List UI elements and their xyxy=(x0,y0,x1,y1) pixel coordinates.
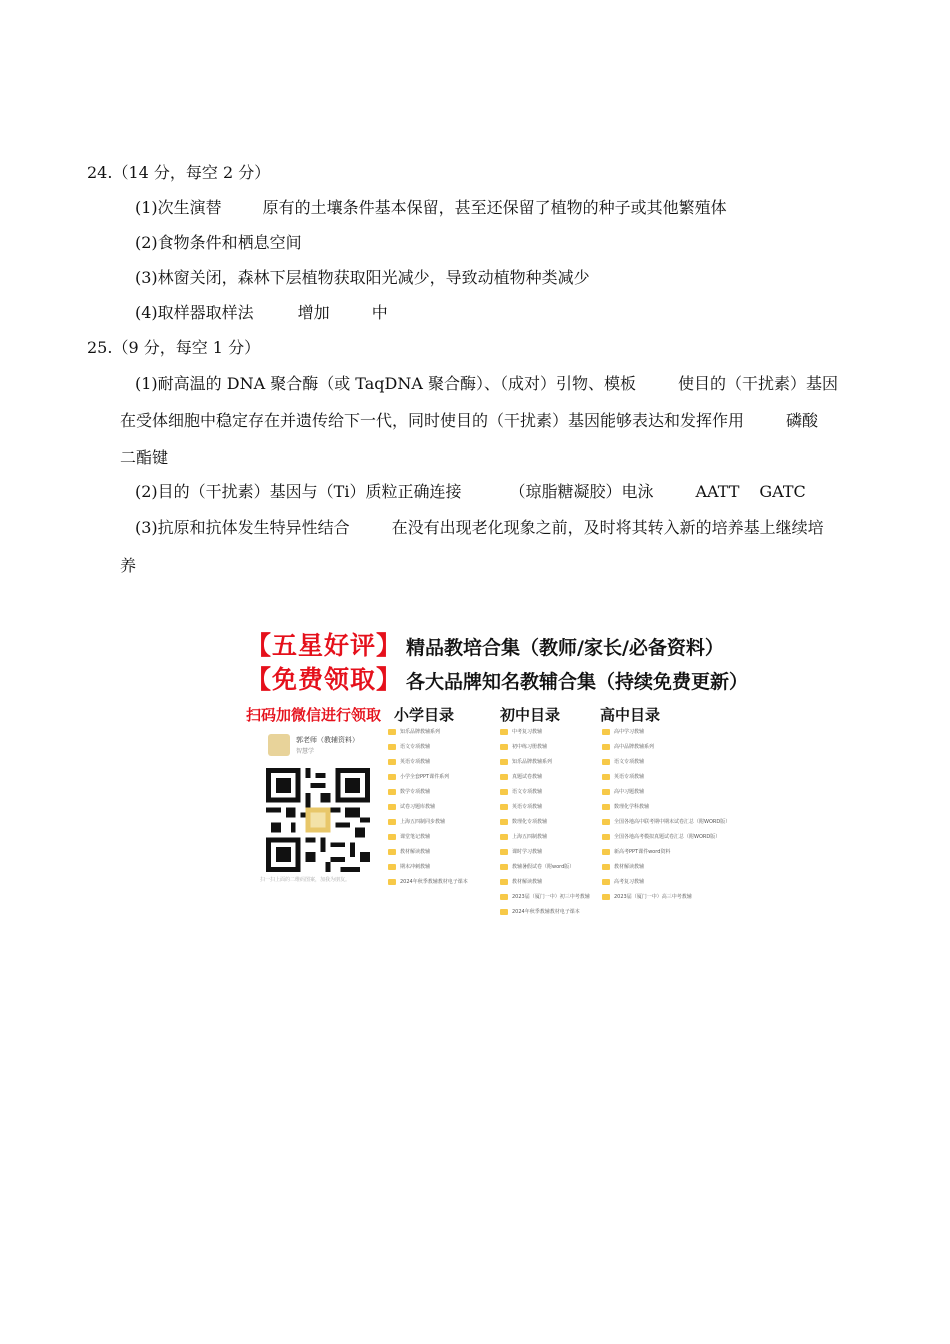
folder-icon xyxy=(388,744,396,750)
folder-label: 教材解读教辅 xyxy=(614,864,645,870)
q25-header: 25.（9 分，每空 1 分） xyxy=(87,338,261,357)
folder-label: 数理化专项教辅 xyxy=(512,819,548,825)
folder-icon xyxy=(500,879,508,885)
folder-label: 初中练习册教辅 xyxy=(512,744,548,750)
folder-label: 课时学习教辅 xyxy=(512,849,543,855)
promo-col-primary: 小学目录 xyxy=(394,706,455,724)
folder-icon xyxy=(500,729,508,735)
wechat-card xyxy=(260,730,378,883)
folder-label: 2023届（厦门一中）初三中考教辅 xyxy=(512,894,590,900)
q25-a1-part-d: 磷酸 xyxy=(786,411,819,430)
q24-a4-label: (4)取样器取样法 xyxy=(135,303,254,322)
q25-a1-part-a: (1)耐高温的 DNA 聚合酶（或 TaqDNA 聚合酶）、（成对）引物、模板 xyxy=(135,374,636,393)
folder-icon xyxy=(388,789,396,795)
folder-icon xyxy=(602,834,610,840)
q24-answer-3: (3)林窗关闭，森林下层植物获取阳光减少，导致动植物种类减少 xyxy=(135,268,590,287)
folder-icon xyxy=(500,789,508,795)
folder-icon xyxy=(388,774,396,780)
folder-label: 小学全套PPT课件系列 xyxy=(400,774,450,780)
folder-label: 语文专项教辅 xyxy=(400,744,431,750)
q25-a2-part-c: AATT xyxy=(695,482,740,501)
folder-icon xyxy=(602,759,610,765)
folder-icon xyxy=(500,819,508,825)
q24-a1-text: 原有的土壤条件基本保留，甚至还保留了植物的种子或其他繁殖体 xyxy=(262,198,727,217)
q25-a3-part-a: (3)抗原和抗体发生特异性结合 xyxy=(135,518,350,537)
promo-row-1 xyxy=(246,626,724,660)
folder-icon xyxy=(388,879,396,885)
folder-icon xyxy=(602,819,610,825)
folder-icon xyxy=(602,744,610,750)
qr-code-icon[interactable] xyxy=(266,768,370,872)
folder-label: 高中品牌教辅系列 xyxy=(614,744,655,750)
folder-icon xyxy=(602,804,610,810)
folder-label: 期末冲刺教辅 xyxy=(400,864,431,870)
promo-row1-black: 精品教培合集（教师/家长/必备资料） xyxy=(406,637,724,659)
q24-a4-b: 增加 xyxy=(297,303,330,322)
folder-label: 上海五四制同步教辅 xyxy=(400,819,446,825)
folder-label: 新高考PPT课件word资料 xyxy=(614,849,671,855)
folder-icon xyxy=(388,819,396,825)
folder-icon xyxy=(602,864,610,870)
folder-label: 数理化学科教辅 xyxy=(614,804,650,810)
q24-a4-c: 中 xyxy=(371,303,388,322)
q25-answer-2 xyxy=(135,482,806,502)
folder-label: 英语专项教辅 xyxy=(614,774,645,780)
folder-icon xyxy=(388,834,396,840)
folder-label: 英语专项教辅 xyxy=(512,804,543,810)
q25-answer-3-line-1 xyxy=(135,518,824,538)
folder-label: 知乐品牌教辅系列 xyxy=(400,729,441,735)
folder-label: 真题试卷教辅 xyxy=(512,774,543,780)
promo-col-high: 高中目录 xyxy=(600,706,661,724)
folder-icon xyxy=(500,864,508,870)
promo-row2-red: 【免费领取】 xyxy=(246,665,403,694)
folder-label: 2024年秋季教辅教材电子课本 xyxy=(512,909,580,915)
folder-label: 2024年秋季教辅教材电子课本 xyxy=(400,879,468,885)
folder-label: 英语专项教辅 xyxy=(400,759,431,765)
folder-icon xyxy=(602,894,610,900)
folder-label: 语文专项教辅 xyxy=(512,789,543,795)
folder-icon xyxy=(388,864,396,870)
q24-answer-1 xyxy=(135,198,727,218)
promo-scan-text: 扫码加微信进行领取 xyxy=(246,706,382,724)
folder-icon xyxy=(500,744,508,750)
q25-answer-1-line-2 xyxy=(120,411,818,431)
folder-label: 2023届（厦门一中）高三中考教辅 xyxy=(614,894,692,900)
folder-icon xyxy=(602,849,610,855)
folder-icon xyxy=(500,759,508,765)
folder-label: 知乐品牌教辅系列 xyxy=(512,759,553,765)
folder-label: 教材解读教辅 xyxy=(512,879,543,885)
folder-label: 数学专项教辅 xyxy=(400,789,431,795)
folder-icon xyxy=(500,849,508,855)
q25-a1-part-b: 使目的（干扰素）基因 xyxy=(678,374,839,393)
folder-label: 语文专项教辅 xyxy=(614,759,645,765)
q25-a2-part-a: (2)目的（干扰素）基因与（Ti）质粒正确连接 xyxy=(135,482,462,501)
q25-answer-1-line-3: 二酯键 xyxy=(120,448,169,467)
q25-a3-part-b: 在没有出现老化现象之前，及时将其转入新的培养基上继续培 xyxy=(391,518,824,537)
folder-icon xyxy=(602,774,610,780)
folder-icon xyxy=(500,894,508,900)
folder-icon xyxy=(500,834,508,840)
folder-label: 教辅暑假试卷（附word版） xyxy=(512,864,575,870)
folder-label: 高中学习教辅 xyxy=(614,729,645,735)
promo-row1-red: 【五星好评】 xyxy=(246,631,403,660)
q24-answer-2: (2)食物条件和栖息空间 xyxy=(135,233,302,252)
qr-note: 扫一扫上面的二维码图案，加我为朋友。 xyxy=(260,877,351,883)
folder-icon xyxy=(388,729,396,735)
folder-label: 试卷习题库教辅 xyxy=(400,804,436,810)
folder-label: 上海五四制教辅 xyxy=(512,834,548,840)
folder-label: 课堂笔记教辅 xyxy=(400,834,431,840)
q25-a2-part-b: （琼脂糖凝胶）电泳 xyxy=(509,482,654,501)
folder-icon xyxy=(500,774,508,780)
folder-icon xyxy=(500,804,508,810)
q25-answer-3-line-2: 养 xyxy=(120,556,137,575)
q24-a1-label: (1)次生演替 xyxy=(135,198,222,217)
folder-icon xyxy=(602,789,610,795)
folder-icon xyxy=(602,729,610,735)
card-sub: 智慧学 xyxy=(296,748,315,755)
q24-header: 24.（14 分，每空 2 分） xyxy=(87,163,271,182)
folder-icon xyxy=(602,879,610,885)
folder-label: 教材解读教辅 xyxy=(400,849,431,855)
q25-a1-part-c: 在受体细胞中稳定存在并遗传给下一代，同时使目的（干扰素）基因能够表达和发挥作用 xyxy=(120,411,745,430)
avatar xyxy=(268,734,290,756)
folder-label: 高中习题教辅 xyxy=(614,789,645,795)
folder-icon xyxy=(388,849,396,855)
q24-answer-4 xyxy=(135,303,388,323)
folder-icon xyxy=(388,804,396,810)
promo-banner xyxy=(246,618,749,915)
folder-label: 中考复习教辅 xyxy=(512,729,543,735)
folder-label: 全国各地高考模拟真题试卷汇总（附WORD版） xyxy=(614,834,721,840)
folder-icon xyxy=(388,759,396,765)
promo-row2-black: 各大品牌知名教辅合集（持续免费更新） xyxy=(406,671,749,693)
folder-label: 全国各地高中联考期中期末试卷汇总（附WORD版） xyxy=(614,819,731,825)
folder-label: 高考复习教辅 xyxy=(614,879,645,885)
promo-row-2 xyxy=(246,660,748,694)
card-name: 郭老师（教辅资料） xyxy=(296,736,359,744)
q25-a2-part-d: GATC xyxy=(759,482,806,501)
promo-col-middle: 初中目录 xyxy=(500,706,561,724)
folder-icon xyxy=(500,909,508,915)
q25-answer-1-line-1 xyxy=(135,374,838,394)
